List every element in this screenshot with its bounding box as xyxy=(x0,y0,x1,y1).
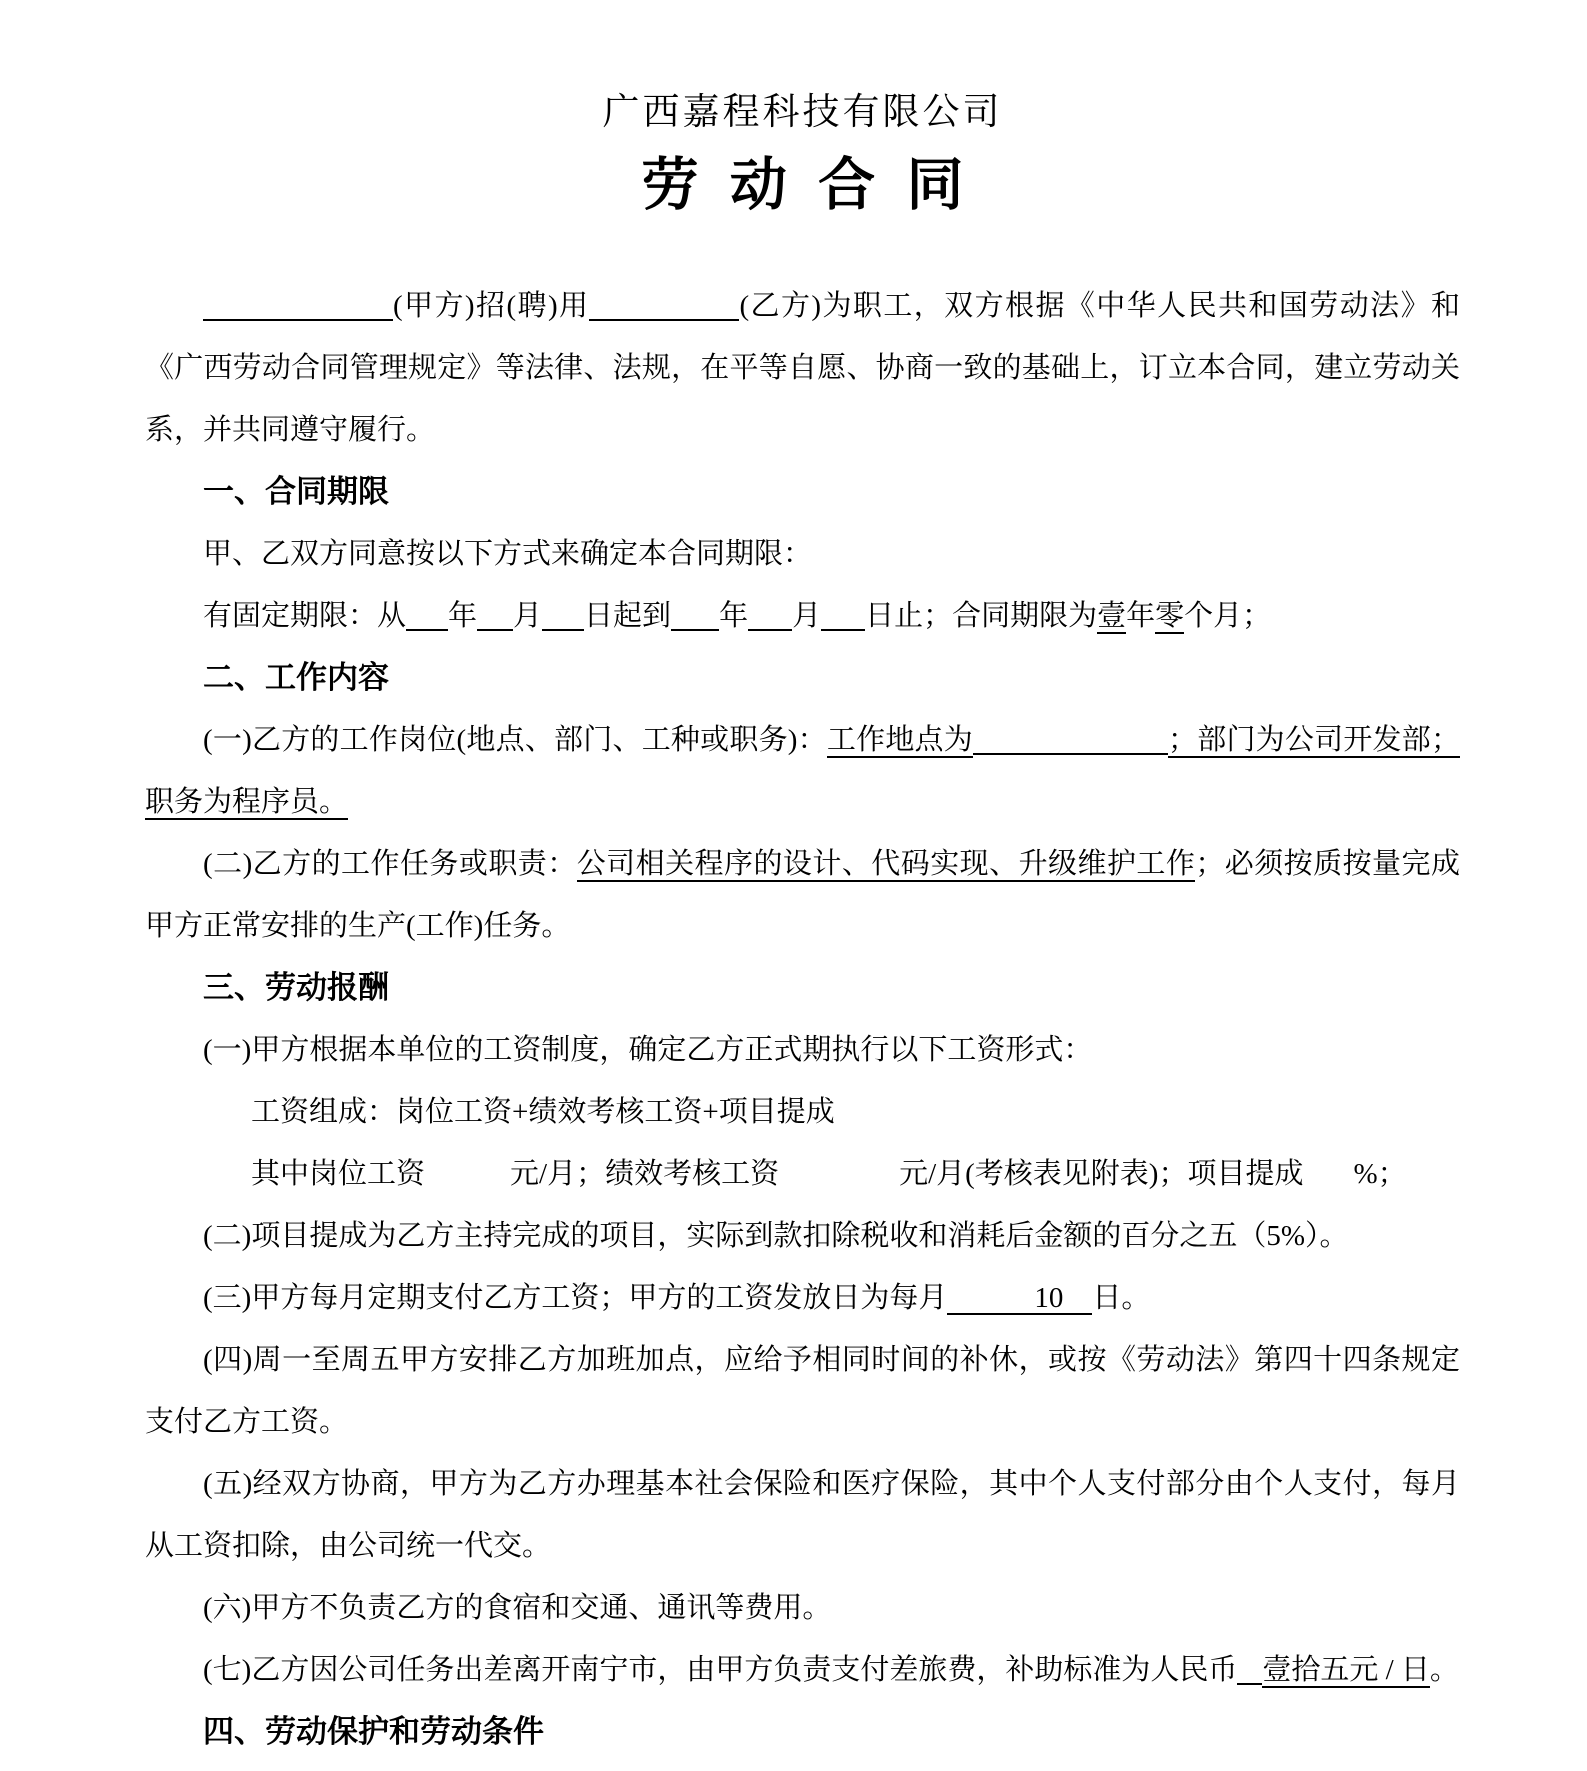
underlined-text: 公司相关程序的设计、代码实现、升级维护工作 xyxy=(576,848,1196,880)
para-insurance xyxy=(145,1453,1460,1577)
para-work-position xyxy=(145,709,1460,833)
text-run: 个月； xyxy=(1184,600,1272,632)
para-pay-day xyxy=(145,1267,1460,1329)
intro-paragraph xyxy=(145,275,1460,461)
heading-labor-pay xyxy=(145,957,1460,1019)
para-wage-composition xyxy=(145,1081,1460,1143)
blank-field xyxy=(671,621,719,631)
document-title: 劳动合同 xyxy=(641,154,995,217)
underlined-text: 壹拾五元 / 日 xyxy=(1262,1654,1430,1686)
underlined-text: 零 xyxy=(1155,600,1185,632)
text-run: 年 xyxy=(1126,600,1156,632)
para-wage-amounts xyxy=(145,1143,1460,1205)
contract-body xyxy=(145,275,1460,1763)
underlined-text: ；部门为公司开发部；职务为程序员。 xyxy=(145,724,1460,818)
text-run: ；必须按质按量完成甲方正常安排的生产(工作)任务。 xyxy=(145,848,1460,942)
para-work-duty xyxy=(145,833,1460,957)
text-run: 月 xyxy=(792,600,822,632)
para-wage-form xyxy=(145,1019,1460,1081)
blank-field-underlined xyxy=(973,745,1168,755)
text-run: (一)甲方根据本单位的工资制度，确定乙方正式期执行以下工资形式： xyxy=(203,1034,1093,1066)
text-run: 。 xyxy=(1429,1654,1459,1686)
company-name: 广西嘉程科技有限公司 xyxy=(602,92,1003,133)
text-run: (四)周一至周五甲方安排乙方加班加点，应给予相同时间的补休，或按《劳动法》第四十四条规定支付乙方工资。 xyxy=(145,1344,1460,1438)
text-run: 三、劳动报酬 xyxy=(203,970,389,1005)
para-term-agreement xyxy=(145,523,1460,585)
heading-labor-protection xyxy=(145,1701,1460,1763)
blank-field xyxy=(203,311,393,321)
heading-work-content xyxy=(145,647,1460,709)
blank-field-underlined xyxy=(1237,1675,1262,1685)
text-run: 元/月(考核表见附表)；项目提成 xyxy=(899,1158,1304,1190)
text-run: 甲、乙双方同意按以下方式来确定本合同期限： xyxy=(203,538,813,570)
para-fixed-term xyxy=(145,585,1460,647)
filled-blank-field: 10 xyxy=(947,1283,1092,1315)
text-run: 月 xyxy=(513,600,543,632)
text-run: (一)乙方的工作岗位(地点、部门、工种或职务)： xyxy=(203,724,827,756)
text-run: (二)乙方的工作任务或职责： xyxy=(203,848,577,880)
blank-field xyxy=(406,621,448,631)
text-run: 元/月；绩效考核工资 xyxy=(510,1158,780,1190)
text-run: (二)项目提成为乙方主持完成的项目，实际到款扣除税收和消耗后金额的百分之五（5%）。 xyxy=(203,1220,1349,1252)
para-overtime xyxy=(145,1329,1460,1453)
text-run: %； xyxy=(1353,1158,1407,1190)
text-run: 年 xyxy=(448,600,478,632)
text-run: (六)甲方不负责乙方的食宿和交通、通讯等费用。 xyxy=(203,1592,832,1624)
text-run: 日。 xyxy=(1092,1282,1151,1314)
blank-field xyxy=(542,621,584,631)
text-run: (三)甲方每月定期支付乙方工资；甲方的工资发放日为每月 xyxy=(203,1282,948,1314)
para-project-commission xyxy=(145,1205,1460,1267)
blank-field xyxy=(477,621,513,631)
text-run: (五)经双方协商，甲方为乙方办理基本社会保险和医疗保险，其中个人支付部分由个人支付，每月从工资扣除，由公司统一代交。 xyxy=(145,1468,1460,1562)
underlined-text: 工作地点为 xyxy=(826,724,973,756)
text-run: (乙方)为职工，双方根据《中华人民共和国劳动法》和《广西劳动合同管理规定》等法律、法规，在平等自愿、协商一致的基础上，订立本合同，建立劳动关系，并共同遵守履行。 xyxy=(145,290,1460,446)
text-run: 工资组成：岗位工资+绩效考核工资+项目提成 xyxy=(251,1096,835,1128)
text-run: 年 xyxy=(719,600,749,632)
text-run: 有固定期限：从 xyxy=(203,600,407,632)
blank-field xyxy=(589,311,739,321)
blank-field xyxy=(748,621,792,631)
text-run: 二、工作内容 xyxy=(203,660,389,695)
text-run: 一、合同期限 xyxy=(203,474,389,509)
text-run: 四、劳动保护和劳动条件 xyxy=(203,1714,544,1749)
heading-contract-term xyxy=(145,461,1460,523)
text-run: 日止；合同期限为 xyxy=(865,600,1098,632)
underlined-text: 壹 xyxy=(1097,600,1127,632)
para-no-board-expenses xyxy=(145,1577,1460,1639)
text-run: 其中岗位工资 xyxy=(251,1158,426,1190)
para-travel-allowance xyxy=(145,1639,1460,1701)
text-run: (甲方)招(聘)用 xyxy=(393,290,590,322)
text-run: (七)乙方因公司任务出差离开南宁市，由甲方负责支付差旅费，补助标准为人民币 xyxy=(203,1654,1238,1686)
text-run: 日起到 xyxy=(584,600,672,632)
blank-field xyxy=(821,621,865,631)
